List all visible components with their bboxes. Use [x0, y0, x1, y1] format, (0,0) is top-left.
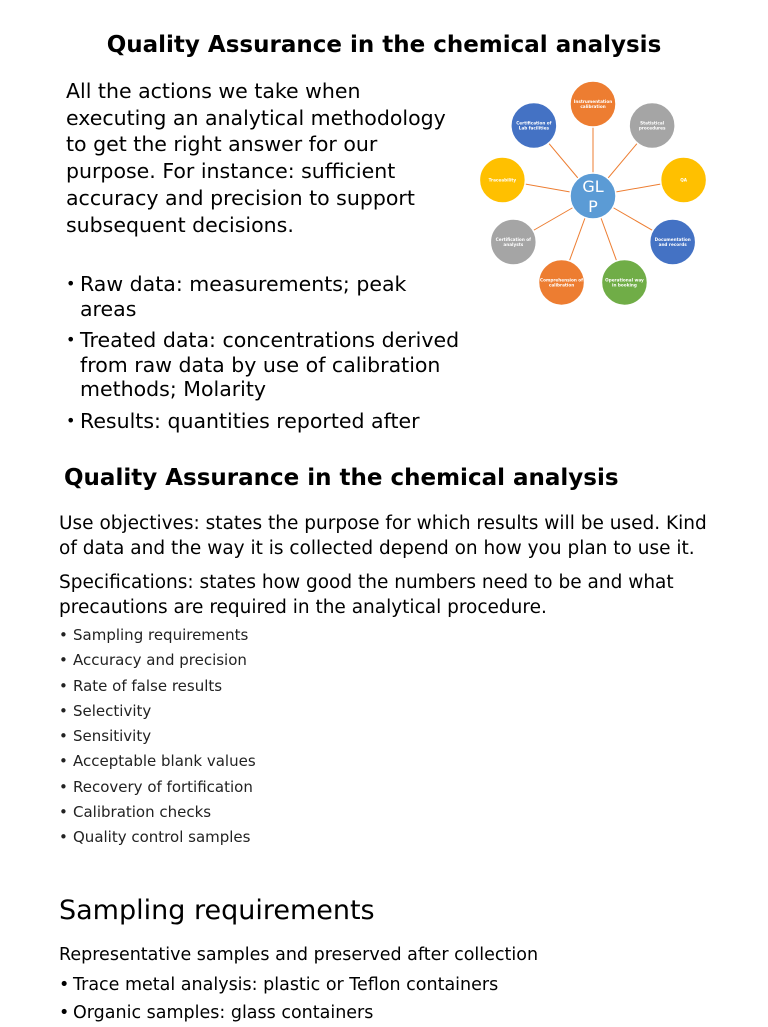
glp-node-label: Documentation and records: [654, 236, 691, 248]
list-item: • Results: quantities reported after: [66, 409, 466, 434]
list-item: • Quality control samples: [59, 825, 256, 850]
glp-center-label-line-1: GL: [582, 177, 604, 196]
glp-node-label: Instrumentation calibration: [573, 98, 613, 110]
glp-node: [629, 103, 675, 149]
list-item: • Treated data: concentrations derived from raw data by use of calibration methods; Molarity: [66, 328, 466, 402]
list-item: • Selectivity: [59, 699, 256, 724]
slide-1-title: Quality Assurance in the chemical analysis: [106, 32, 662, 58]
glp-node-label: Certification of analysts: [495, 236, 531, 248]
glp-node: [601, 259, 647, 305]
use-objectives-text: Use objectives: states the purpose for which results will be used. Kind of data and the way it is collected depend on how you plan to use it.: [59, 513, 707, 559]
slide-3-intro: Representative samples and preserved after collection: [59, 945, 539, 965]
specifications-text: Specifications: states how good the numbers need to be and what precautions are required in the analytical procedure.: [59, 572, 674, 618]
glp-node-label: Traceability: [488, 177, 517, 183]
slide-1: [0, 0, 768, 437]
list-item: • Sensitivity: [59, 724, 256, 749]
glp-node: [650, 219, 696, 265]
slide-3-title: Sampling requirements: [59, 895, 375, 926]
glp-node-label: Operational way in booking: [605, 277, 644, 288]
glp-node-label: Comprehension of calibration: [540, 277, 584, 288]
list-item: • Trace metal analysis: plastic or Teflon containers: [59, 971, 498, 999]
glp-node: [570, 81, 616, 127]
glp-center-label-line-2: P: [588, 197, 598, 216]
glp-node: [479, 157, 525, 203]
list-item: • Calibration checks: [59, 800, 256, 825]
list-item: • Raw data: measurements; peak areas: [66, 272, 466, 321]
glp-node-label: Statistical procedures: [638, 120, 666, 131]
glp-diagram: [470, 75, 720, 315]
slide-1-bullet-list: [66, 272, 466, 437]
glp-node-label: Certification of Lab facilities: [516, 120, 552, 131]
list-item: • Accuracy and precision: [59, 648, 256, 673]
glp-node: [661, 157, 707, 203]
glp-node: [539, 259, 585, 305]
glp-node: [490, 219, 536, 265]
glp-node-label: QA: [680, 177, 688, 183]
list-item: • Organic samples: glass containers: [59, 999, 498, 1027]
list-item: • Sampling requirements: [59, 623, 256, 648]
glp-center-node: [570, 173, 616, 219]
list-item: • Rate of false results: [59, 674, 256, 699]
glp-node: [511, 103, 557, 149]
specifications-list: [59, 623, 256, 851]
slide-1-intro: All the actions we take when executing an analytical methodology to get the right answer for our purpose. For instance: sufficient accuracy and precision to support subsequent decisions.: [66, 79, 446, 237]
list-item: • Acceptable blank values: [59, 749, 256, 774]
list-item: • Recovery of fortification: [59, 775, 256, 800]
slide-2-title: Quality Assurance in the chemical analysis: [64, 465, 619, 491]
container-list: [59, 971, 498, 1027]
